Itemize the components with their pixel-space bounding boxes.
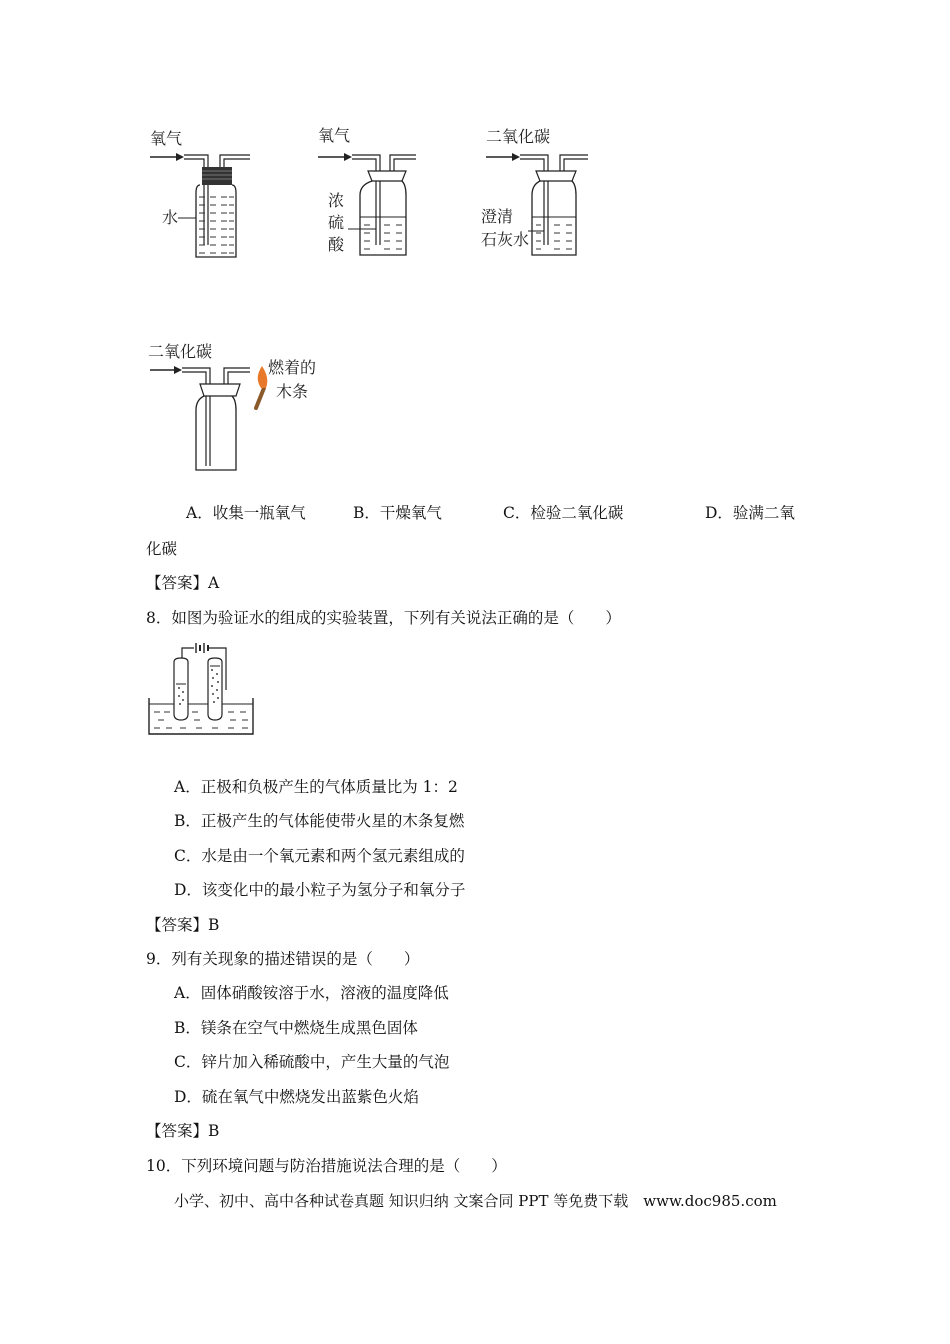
figure-a-liquid-label: 水 — [162, 208, 179, 227]
q7-option-b: B．干燥氧气 — [353, 504, 442, 522]
figure-c-gas-label: 二氧化碳 — [486, 127, 551, 146]
figure-a-gas-label: 氧气 — [150, 129, 183, 148]
q8-option-a: A．正极和负极产生的气体质量比为 1：2 — [174, 778, 458, 796]
figure-c-gas-bottle-diagram — [478, 145, 598, 265]
flame-icon — [258, 366, 268, 388]
q8-answer: 【答案】B — [146, 916, 220, 934]
figure-d-gas-bottle-diagram — [140, 358, 280, 478]
q8-option-c: C．水是由一个氧元素和两个氢元素组成的 — [174, 847, 465, 865]
q7-answer: 【答案】A — [146, 574, 220, 592]
figure-b-liquid-char-3: 酸 — [327, 235, 344, 254]
wooden-stick-icon — [256, 388, 264, 408]
figure-b-gas-label: 氧气 — [318, 126, 351, 145]
q10-stem: 10．下列环境问题与防治措施说法合理的是（ ） — [146, 1157, 507, 1175]
q9-option-d: D．硫在氧气中燃烧发出蓝紫色火焰 — [174, 1088, 419, 1106]
figure-c-liquid-label-2: 石灰水 — [481, 230, 530, 249]
q9-answer: 【答案】B — [146, 1122, 220, 1140]
q9-stem: 9．列有关现象的描述错误的是（ ） — [146, 950, 420, 968]
electrolysis-apparatus-diagram — [146, 638, 256, 740]
q8-option-d: D．该变化中的最小粒子为氢分子和氧分子 — [174, 881, 466, 899]
q9-option-c: C．锌片加入稀硫酸中，产生大量的气泡 — [174, 1053, 450, 1071]
figure-b-gas-bottle-diagram — [310, 145, 430, 265]
q9-option-b: B．镁条在空气中燃烧生成黑色固体 — [174, 1019, 418, 1037]
figure-d-tool-label-2: 木条 — [276, 382, 309, 401]
page-footer: 小学、初中、高中各种试卷真题 知识归纳 文案合同 PPT 等免费下载 www.doc985.com — [174, 1192, 777, 1210]
figure-c-liquid-label-1: 澄清 — [481, 207, 514, 226]
q8-option-b: B．正极产生的气体能使带火星的木条复燃 — [174, 812, 465, 830]
q7-option-d-wrap: 化碳 — [146, 540, 178, 558]
figure-a-gas-bottle-diagram — [140, 145, 260, 265]
q7-option-c: C．检验二氧化碳 — [503, 504, 624, 522]
figure-b-liquid-char-1: 浓 — [327, 191, 344, 210]
figure-d-tool-label-1: 燃着的 — [268, 358, 317, 377]
q8-stem: 8．如图为验证水的组成的实验装置，下列有关说法正确的是（ ） — [146, 609, 621, 627]
figure-d-gas-label: 二氧化碳 — [148, 342, 213, 361]
q9-option-a: A．固体硝酸铵溶于水，溶液的温度降低 — [174, 984, 449, 1002]
q7-option-a: A．收集一瓶氧气 — [186, 504, 306, 522]
figure-b-liquid-char-2: 硫 — [327, 213, 344, 232]
q7-option-d: D．验满二氧 — [705, 504, 795, 522]
